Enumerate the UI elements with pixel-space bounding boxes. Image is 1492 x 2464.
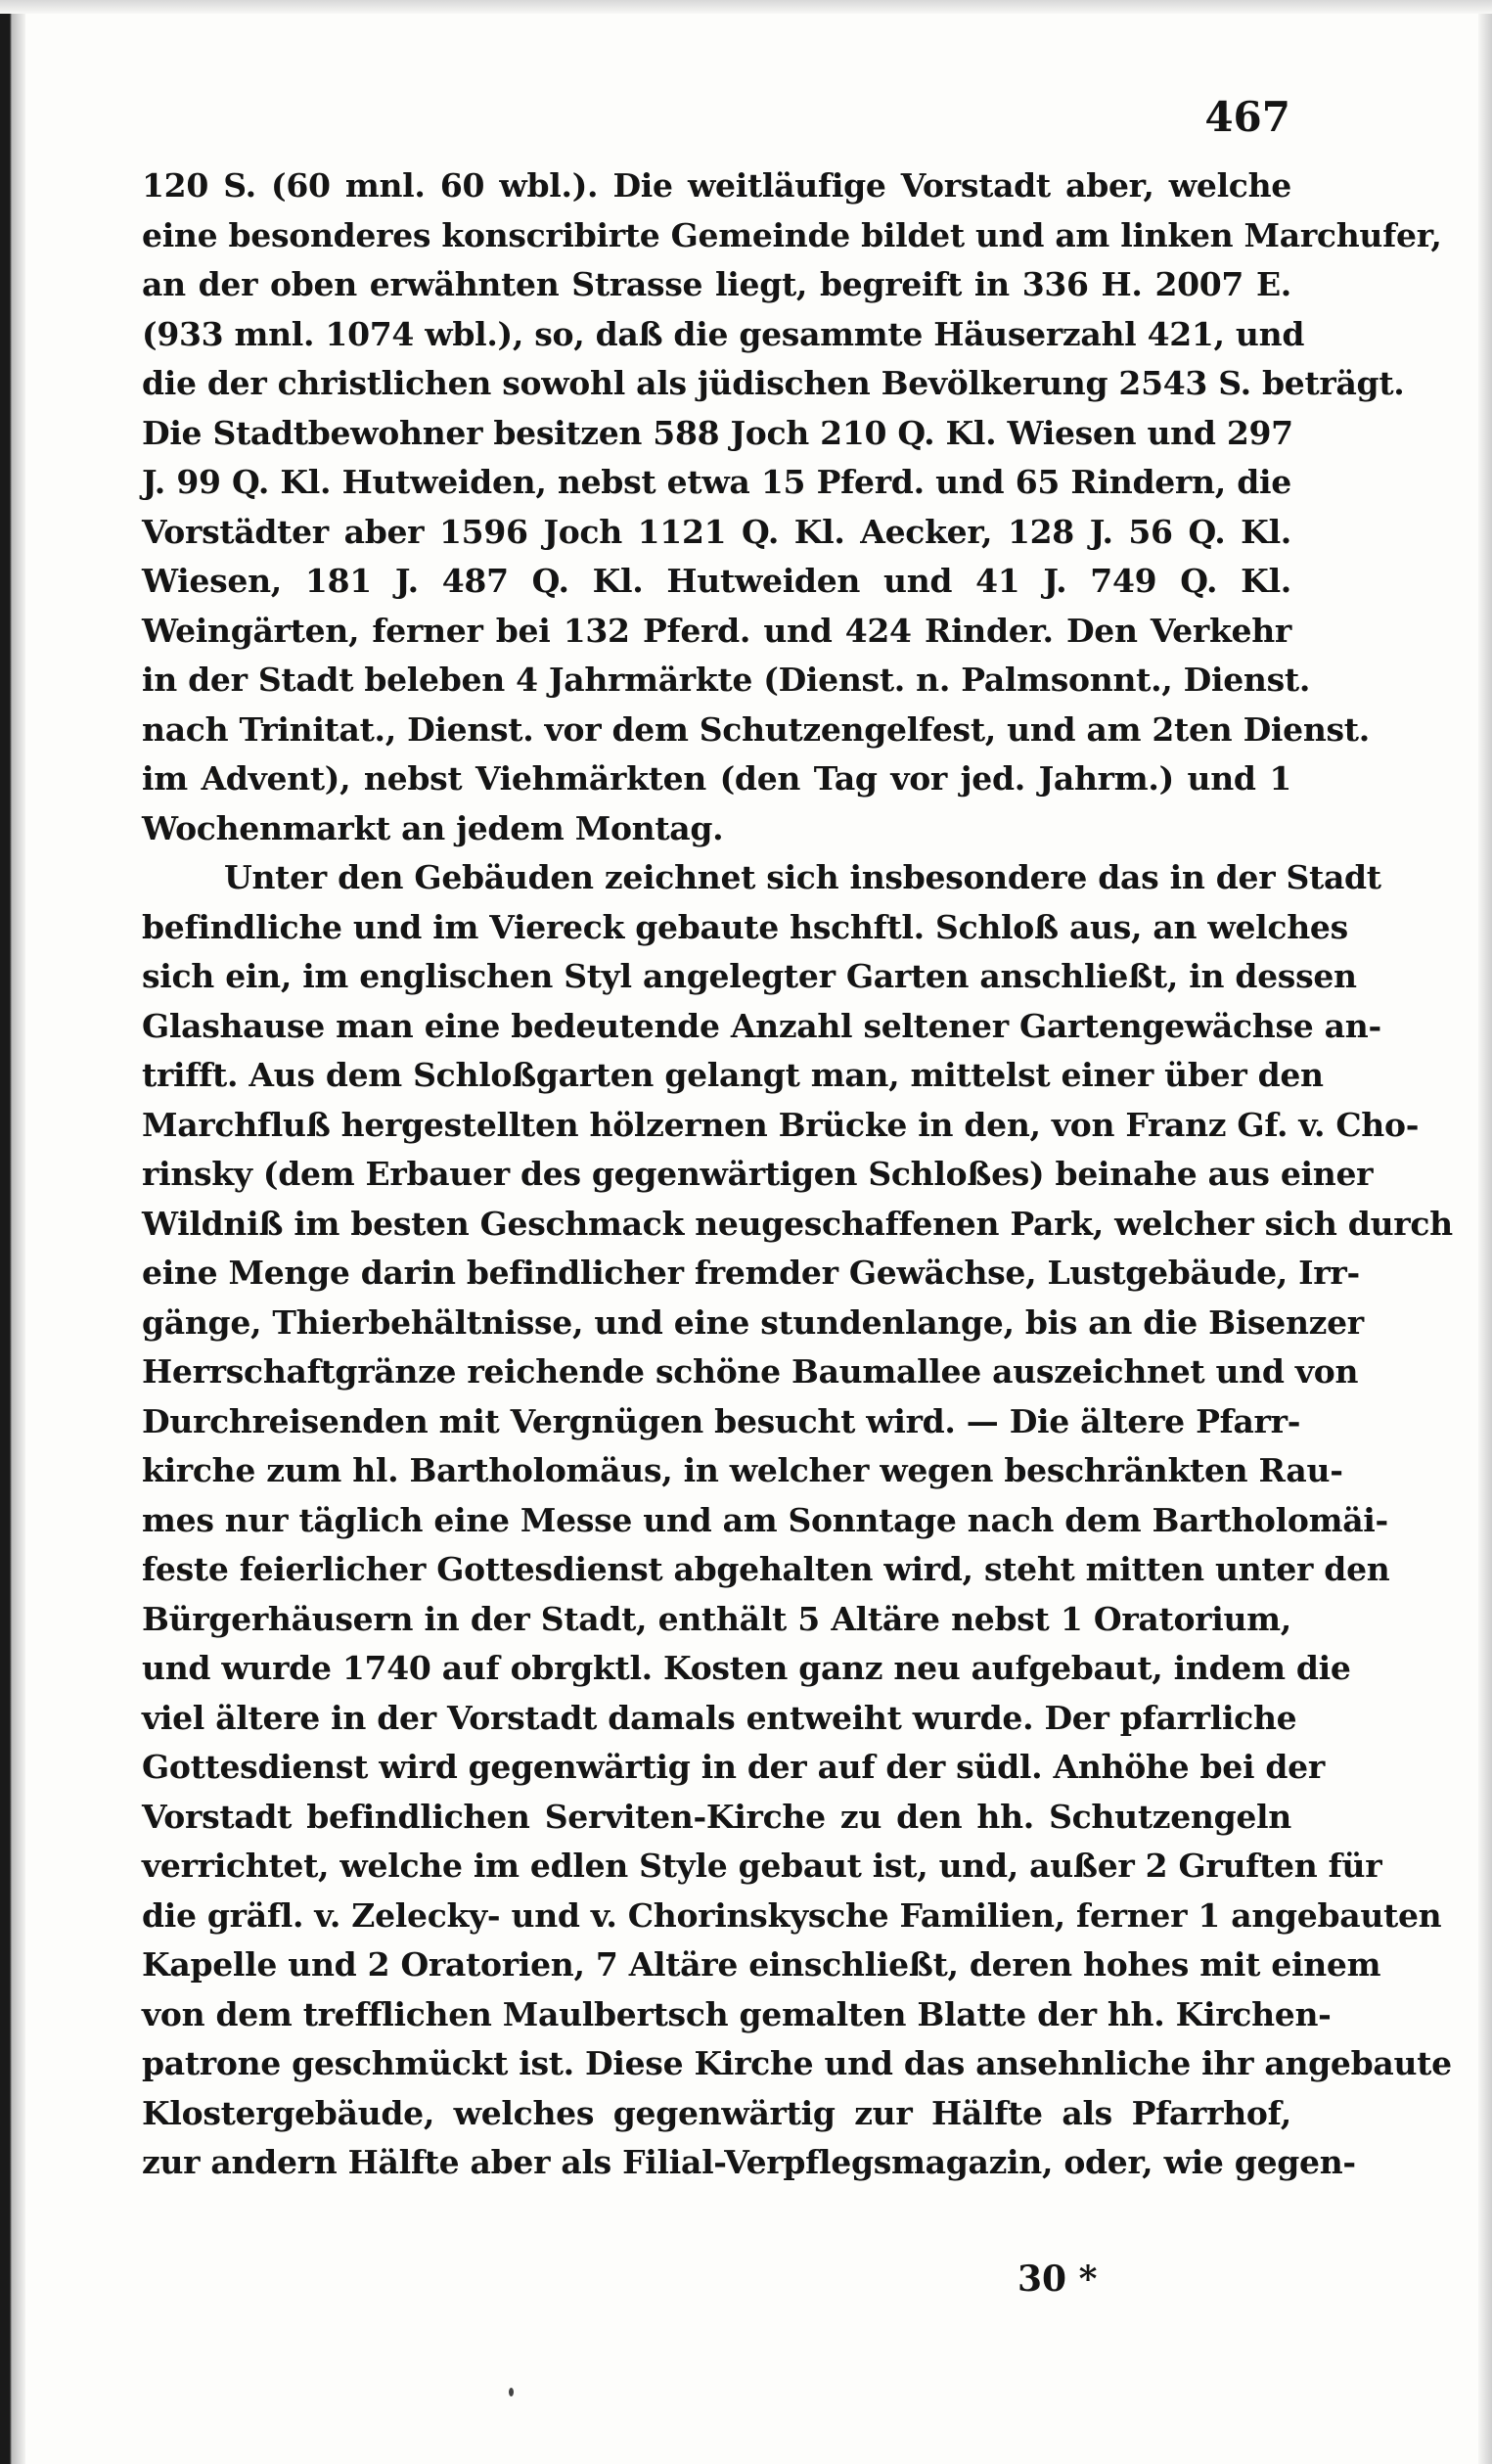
text-line: sich ein, im englischen Styl angelegter Garten anschließt, in dessen: [142, 957, 1357, 995]
text-line: (933 mnl. 1074 wbl.), so, daß die gesammte Häuserzahl 421, und: [142, 314, 1305, 353]
text-line: Glashause man eine bedeutende Anzahl seltener Gartengewächse an-: [142, 1006, 1381, 1045]
text-line: Vorstädter aber 1596 Joch 1121 Q. Kl. Aecker, 128 J. 56 Q. Kl.: [142, 512, 1291, 551]
text-line: im Advent), nebst Viehmärkten (den Tag vor jed. Jahrm.) und 1: [142, 759, 1291, 798]
text-line: Klostergebäude, welches gegenwärtig zur Hälfte als Pfarrhof,: [142, 2093, 1291, 2132]
text-line: kirche zum hl. Bartholomäus, in welcher wegen beschränkten Rau-: [142, 1451, 1343, 1489]
text-line: Kapelle und 2 Oratorien, 7 Altäre einschließt, deren hohes mit einem: [142, 1945, 1381, 1984]
text-line: befindliche und im Viereck gebaute hschftl. Schloß aus, an welches: [142, 907, 1348, 946]
text-line: feste feierlicher Gottesdienst abgehalten wird, steht mitten unter den: [142, 1550, 1390, 1588]
text-line: an der oben erwähnten Strasse liegt, begreift in 336 H. 2007 E.: [142, 265, 1291, 303]
text-line: patrone geschmückt ist. Diese Kirche und das ansehnliche ihr angebaute: [142, 2044, 1452, 2082]
text-line: Weingärten, ferner bei 132 Pferd. und 424 Rinder. Den Verkehr: [142, 611, 1291, 650]
text-line: Bürgerhäusern in der Stadt, enthält 5 Altäre nebst 1 Oratorium,: [142, 1599, 1291, 1638]
text-line: viel ältere in der Vorstadt damals entweiht wurde. Der pfarrliche: [142, 1698, 1297, 1737]
text-line: zur andern Hälfte aber als Filial-Verpflegsmagazin, oder, wie gegen-: [142, 2143, 1356, 2181]
text-line: gänge, Thierbehältnisse, und eine stundenlange, bis an die Bisenzer: [142, 1302, 1364, 1342]
text-line: eine besonderes konscribirte Gemeinde bildet und am linken Marchufer,: [142, 215, 1442, 254]
text-line: Wiesen, 181 J. 487 Q. Kl. Hutweiden und 41 J. 749 Q. Kl.: [142, 562, 1291, 600]
text-line: J. 99 Q. Kl. Hutweiden, nebst etwa 15 Pferd. und 65 Rindern, die: [142, 463, 1291, 501]
text-line: Marchfluß hergestellten hölzernen Brücke in den, von Franz Gf. v. Cho-: [142, 1105, 1420, 1144]
text-line: Herrschaftgränze reichende schöne Baumallee auszeichnet und von: [142, 1352, 1359, 1391]
text-line: die gräfl. v. Zelecky- und v. Chorinskysche Familien, ferner 1 angebauten: [142, 1895, 1442, 1935]
text-line: nach Trinitat., Dienst. vor dem Schutzengelfest, und am 2ten Dienst.: [142, 709, 1370, 749]
text-line: und wurde 1740 auf obrgktl. Kosten ganz neu aufgebaut, indem die: [142, 1649, 1351, 1687]
signature-mark: 30 *: [1017, 2259, 1098, 2300]
text-line: Die Stadtbewohner besitzen 588 Joch 210 Q. Kl. Wiesen und 297: [142, 413, 1293, 452]
text-line: mes nur täglich eine Messe und am Sonntage nach dem Bartholomäi-: [142, 1500, 1388, 1539]
body-text: [142, 161, 1453, 2188]
text-line: Gottesdienst wird gegenwärtig in der auf der südl. Anhöhe bei der: [142, 1748, 1325, 1786]
text-line: Wochenmarkt an jedem Montag.: [142, 808, 724, 847]
text-line: rinsky (dem Erbauer des gegenwärtigen Schloßes) beinahe aus einer: [142, 1155, 1374, 1193]
text-line: trifft. Aus dem Schloßgarten gelangt man, mittelst einer über den: [142, 1056, 1324, 1094]
text-line: die der christlichen sowohl als jüdischen Bevölkerung 2543 S. beträgt.: [142, 364, 1405, 402]
page-right-shadow: [1478, 0, 1492, 2464]
text-line: Wildniß im besten Geschmack neugeschaffenen Park, welcher sich durch: [142, 1204, 1453, 1243]
text-line: Durchreisenden mit Vergnügen besucht wird. — Die ältere Pfarr-: [142, 1401, 1301, 1440]
ink-speck: [509, 2388, 514, 2396]
text-line: in der Stadt beleben 4 Jahrmärkte (Dienst. n. Palmsonnt., Dienst.: [142, 661, 1311, 699]
page-left-shadow: [0, 0, 25, 2464]
text-line: verrichtet, welche im edlen Style gebaut ist, und, außer 2 Gruften für: [142, 1847, 1382, 1885]
text-line: Vorstadt befindlichen Serviten-Kirche zu den hh. Schutzengeln: [142, 1797, 1291, 1836]
paragraph-1: [142, 161, 1442, 853]
paragraph-2: [142, 853, 1453, 2188]
text-line: 120 S. (60 mnl. 60 wbl.). Die weitläufige Vorstadt aber, welche: [142, 166, 1291, 205]
text-line: von dem trefflichen Maulbertsch gemalten Blatte der hh. Kirchen-: [142, 1994, 1332, 2033]
text-line: Unter den Gebäuden zeichnet sich insbesondere das in der Stadt: [224, 858, 1381, 896]
page-number: 467: [1204, 93, 1290, 141]
text-line: eine Menge darin befindlicher fremder Gewächse, Lustgebäude, Irr-: [142, 1254, 1360, 1292]
page-top-shadow: [0, 0, 1492, 14]
